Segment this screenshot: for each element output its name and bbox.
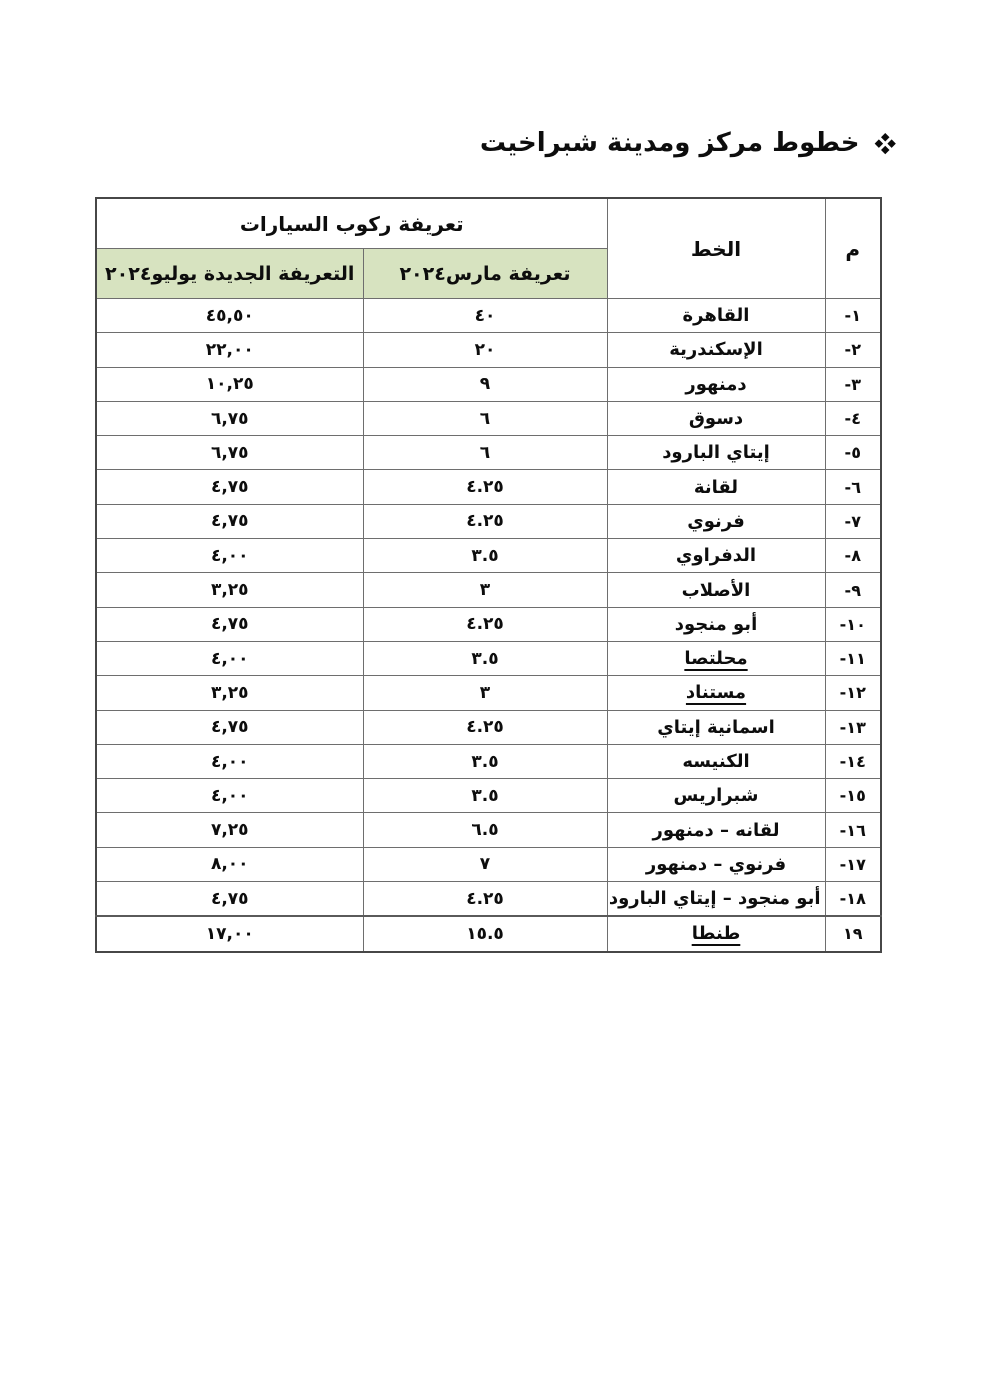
line-name: دمنهور xyxy=(607,367,825,401)
row-number: ٢- xyxy=(825,333,881,367)
march-tariff: ٤.٢٥ xyxy=(363,607,607,641)
header-number-column: م xyxy=(825,198,881,299)
table-row xyxy=(96,710,881,744)
row-number: ٧- xyxy=(825,504,881,538)
line-name: الأصلاب xyxy=(607,573,825,607)
march-tariff: ٣.٥ xyxy=(363,744,607,778)
new-tariff: ٤,٧٥ xyxy=(96,470,363,504)
line-name: اسمانية إيتاي xyxy=(607,710,825,744)
march-tariff: ٣ xyxy=(363,573,607,607)
march-tariff: ٤.٢٥ xyxy=(363,882,607,917)
line-name: مستناد xyxy=(607,676,825,710)
header-tariff-group: تعريفة ركوب السيارات xyxy=(96,198,607,249)
new-tariff: ٨,٠٠ xyxy=(96,847,363,881)
row-number: ١٠- xyxy=(825,607,881,641)
table-row xyxy=(96,676,881,710)
table-row xyxy=(96,504,881,538)
table-header xyxy=(96,198,881,299)
march-tariff: ٤٠ xyxy=(363,299,607,333)
march-tariff: ٤.٢٥ xyxy=(363,504,607,538)
march-tariff: ٩ xyxy=(363,367,607,401)
table-row xyxy=(96,813,881,847)
march-tariff: ٦.٥ xyxy=(363,813,607,847)
line-name: القاهرة xyxy=(607,299,825,333)
header-new-tariff: التعريفة الجديدة يوليو٢٠٢٤ xyxy=(96,249,363,299)
row-number: ١٣- xyxy=(825,710,881,744)
row-number: ٣- xyxy=(825,367,881,401)
new-tariff: ٤٥,٥٠ xyxy=(96,299,363,333)
section-title-row xyxy=(480,128,892,158)
new-tariff: ٤,٧٥ xyxy=(96,710,363,744)
row-number: ٥- xyxy=(825,436,881,470)
new-tariff: ٤,٠٠ xyxy=(96,539,363,573)
table-row xyxy=(96,367,881,401)
table-row xyxy=(96,607,881,641)
row-number: ٤- xyxy=(825,401,881,435)
header-march-tariff: تعريفة مارس٢٠٢٤ xyxy=(363,249,607,299)
new-tariff: ١٠,٢٥ xyxy=(96,367,363,401)
line-name: دسوق xyxy=(607,401,825,435)
new-tariff: ٢٢,٠٠ xyxy=(96,333,363,367)
new-tariff: ٤,٠٠ xyxy=(96,641,363,675)
new-tariff: ١٧,٠٠ xyxy=(96,916,363,951)
line-name: لقانه – دمنهور xyxy=(607,813,825,847)
new-tariff: ٦,٧٥ xyxy=(96,436,363,470)
table-row xyxy=(96,436,881,470)
new-tariff: ٤,٠٠ xyxy=(96,779,363,813)
march-tariff: ٣.٥ xyxy=(363,539,607,573)
table-body xyxy=(96,299,881,952)
new-tariff: ٧,٢٥ xyxy=(96,813,363,847)
new-tariff: ٤,٧٥ xyxy=(96,882,363,917)
diamond-bullet-icon xyxy=(874,133,895,154)
row-number: ١٤- xyxy=(825,744,881,778)
new-tariff: ٤,٧٥ xyxy=(96,504,363,538)
line-name: طنطا xyxy=(607,916,825,951)
row-number: ١٢- xyxy=(825,676,881,710)
table-row xyxy=(96,470,881,504)
new-tariff: ٤,٧٥ xyxy=(96,607,363,641)
line-name: إيتاي البارود xyxy=(607,436,825,470)
row-number: ١٦- xyxy=(825,813,881,847)
line-name: فرنوي xyxy=(607,504,825,538)
table-row xyxy=(96,744,881,778)
line-name: الإسكندرية xyxy=(607,333,825,367)
table-row xyxy=(96,539,881,573)
march-tariff: ٢٠ xyxy=(363,333,607,367)
new-tariff: ٤,٠٠ xyxy=(96,744,363,778)
table-row xyxy=(96,916,881,951)
line-name: شبراريس xyxy=(607,779,825,813)
march-tariff: ٧ xyxy=(363,847,607,881)
march-tariff: ٤.٢٥ xyxy=(363,470,607,504)
tariff-table xyxy=(95,197,882,953)
table-row xyxy=(96,882,881,917)
row-number: ١٩ xyxy=(825,916,881,951)
table-row xyxy=(96,333,881,367)
new-tariff: ٣,٢٥ xyxy=(96,573,363,607)
row-number: ١٨- xyxy=(825,882,881,917)
row-number: ١- xyxy=(825,299,881,333)
new-tariff: ٣,٢٥ xyxy=(96,676,363,710)
march-tariff: ٦ xyxy=(363,401,607,435)
table-row xyxy=(96,573,881,607)
line-name: الدفراوي xyxy=(607,539,825,573)
row-number: ١١- xyxy=(825,641,881,675)
row-number: ١٧- xyxy=(825,847,881,881)
row-number: ٩- xyxy=(825,573,881,607)
row-number: ١٥- xyxy=(825,779,881,813)
march-tariff: ١٥.٥ xyxy=(363,916,607,951)
line-name: أبو منجود xyxy=(607,607,825,641)
march-tariff: ٣.٥ xyxy=(363,779,607,813)
march-tariff: ٣ xyxy=(363,676,607,710)
table-row xyxy=(96,401,881,435)
table-row xyxy=(96,641,881,675)
line-name: لقانة xyxy=(607,470,825,504)
header-line-column: الخط xyxy=(607,198,825,299)
march-tariff: ٤.٢٥ xyxy=(363,710,607,744)
row-number: ٨- xyxy=(825,539,881,573)
table-row xyxy=(96,299,881,333)
line-name: أبو منجود – إيتاي البارود xyxy=(607,882,825,917)
new-tariff: ٦,٧٥ xyxy=(96,401,363,435)
table-row xyxy=(96,779,881,813)
row-number: ٦- xyxy=(825,470,881,504)
march-tariff: ٦ xyxy=(363,436,607,470)
line-name: الكنيسه xyxy=(607,744,825,778)
page-title: خطوط مركز ومدينة شبراخيت xyxy=(479,128,860,158)
table-row xyxy=(96,847,881,881)
line-name: محلتصا xyxy=(607,641,825,675)
march-tariff: ٣.٥ xyxy=(363,641,607,675)
line-name: فرنوي – دمنهور xyxy=(607,847,825,881)
